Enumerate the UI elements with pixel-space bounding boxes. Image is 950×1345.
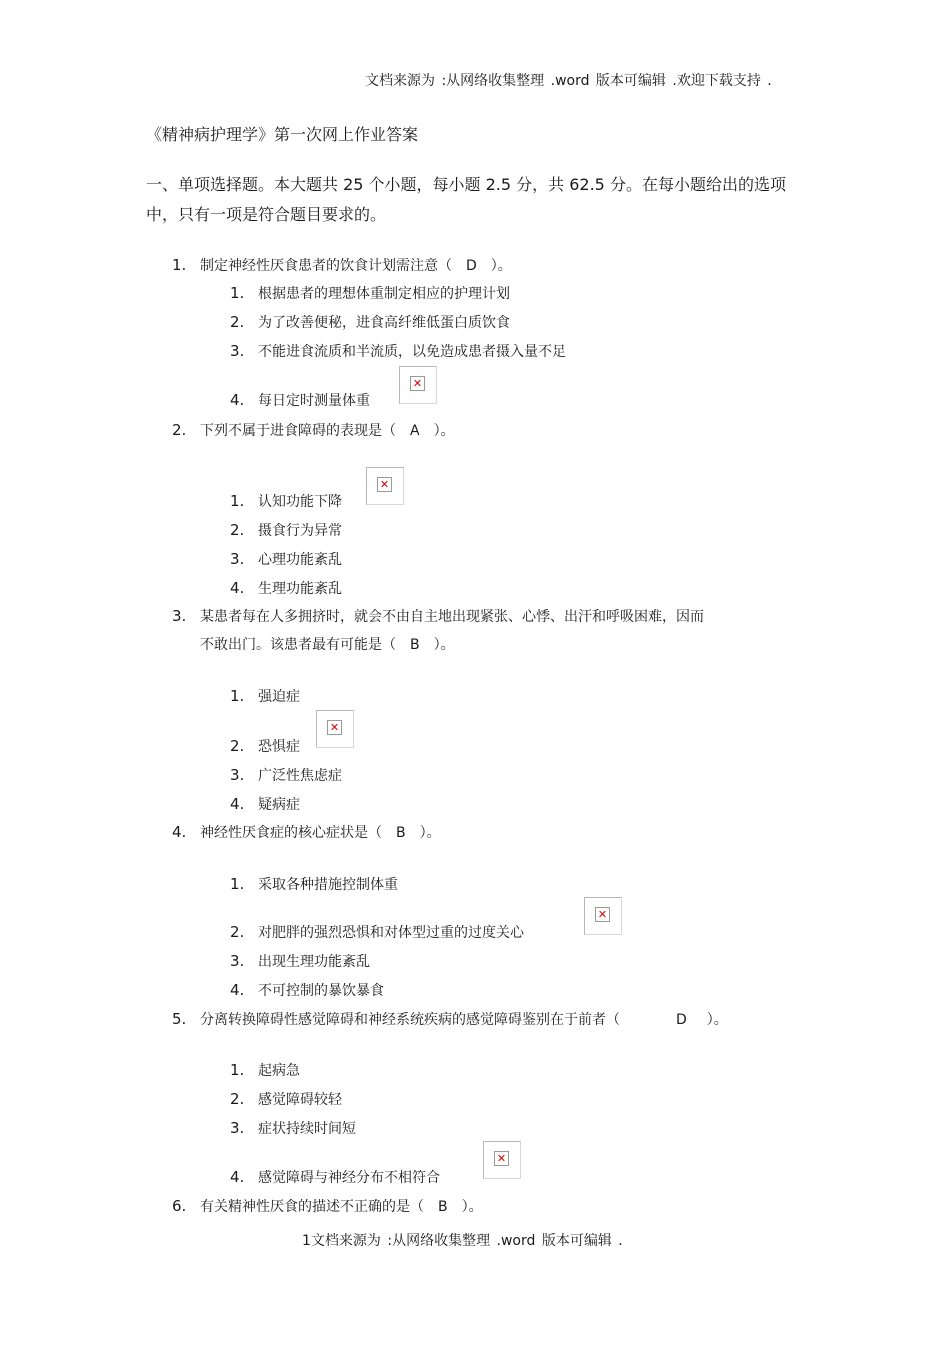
question-close: ）。: [490, 258, 512, 274]
option-number: 1.: [230, 492, 245, 510]
question-number: 1.: [172, 256, 187, 274]
answer: D: [676, 1012, 687, 1028]
option-text: 疑病症: [258, 797, 300, 813]
option-text: 症状持续时间短: [258, 1121, 356, 1137]
option-text: 不可控制的暴饮暴食: [258, 983, 384, 999]
option: [230, 686, 300, 706]
option-number: 2.: [230, 923, 245, 941]
question-close: ）。: [706, 1012, 728, 1028]
option-text: 出现生理功能紊乱: [258, 954, 370, 970]
option-text: 摄食行为异常: [258, 523, 342, 539]
option-text: 采取各种措施控制体重: [258, 877, 398, 893]
question-number: 6.: [172, 1197, 187, 1215]
option-number: 4.: [230, 795, 245, 813]
option: [230, 1060, 300, 1080]
option: [230, 794, 300, 814]
question-6: [172, 1196, 483, 1216]
option-text: 为了改善便秘，进食高纤维低蛋白质饮食: [258, 315, 510, 331]
question-text: 分离转换障碍性感觉障碍和神经系统疾病的感觉障碍鉴别在于前者（: [200, 1012, 620, 1028]
option-number: 4.: [230, 391, 245, 409]
option: [230, 491, 342, 511]
question-close: ）。: [461, 1199, 483, 1215]
option-text: 每日定时测量体重: [258, 393, 370, 409]
option-number: 3.: [230, 550, 245, 568]
question-5: [172, 1009, 728, 1029]
option: [230, 520, 342, 540]
question-text: 神经性厌食症的核心症状是（: [200, 825, 382, 841]
option-number: 2.: [230, 521, 245, 539]
page-footer: 1文档来源为 :从网络收集整理 .word 版本可编辑 .: [302, 1233, 623, 1249]
option-text: 认知功能下降: [258, 494, 342, 510]
option-text: 对肥胖的强烈恐惧和对体型过重的过度关心: [258, 925, 524, 941]
option-number: 3.: [230, 1119, 245, 1137]
answer: B: [438, 1199, 448, 1215]
option-number: 1.: [230, 875, 245, 893]
option-text: 起病急: [258, 1063, 300, 1079]
question-text: 下列不属于进食障碍的表现是（: [200, 423, 396, 439]
option-number: 4.: [230, 1168, 245, 1186]
question-number: 3.: [172, 607, 187, 625]
option-number: 2.: [230, 737, 245, 755]
option: [230, 1167, 440, 1187]
question-text: 制定神经性厌食患者的饮食计划需注意（: [200, 258, 452, 274]
option-number: 2.: [230, 1090, 245, 1108]
option: [230, 922, 524, 942]
option: [230, 736, 300, 756]
question-close: ）。: [433, 423, 455, 439]
option: [230, 549, 342, 569]
question-close: ）。: [419, 825, 441, 841]
question-text: 不敢出门。该患者最有可能是（: [200, 637, 396, 653]
question-3: [172, 606, 704, 626]
option: [230, 283, 510, 303]
option: [230, 1118, 356, 1138]
question-4: [172, 822, 441, 842]
option-number: 3.: [230, 766, 245, 784]
option-number: 4.: [230, 579, 245, 597]
option-text: 强迫症: [258, 689, 300, 705]
option-number: 1.: [230, 1061, 245, 1079]
option-text: 不能进食流质和半流质，以免造成患者摄入量不足: [258, 344, 566, 360]
option-number: 1.: [230, 687, 245, 705]
question-number: 2.: [172, 421, 187, 439]
option: [230, 578, 342, 598]
option: [230, 951, 370, 971]
option-text: 恐惧症: [258, 739, 300, 755]
broken-image-icon: ✕: [366, 467, 404, 505]
answer: B: [396, 825, 406, 841]
question-1: [172, 255, 512, 275]
option-number: 1.: [230, 284, 245, 302]
option-text: 根据患者的理想体重制定相应的护理计划: [258, 286, 510, 302]
broken-image-icon: ✕: [399, 366, 437, 404]
option: [230, 980, 384, 1000]
question-2: [172, 420, 455, 440]
answer: D: [466, 258, 477, 274]
question-number: 4.: [172, 823, 187, 841]
question-text: 某患者每在人多拥挤时，就会不由自主地出现紧张、心悸、出汗和呼吸困难，因而: [200, 609, 704, 625]
broken-image-icon: ✕: [316, 710, 354, 748]
question-3-line-2: [200, 634, 455, 654]
option: [230, 765, 342, 785]
option-number: 2.: [230, 313, 245, 331]
option-text: 感觉障碍较轻: [258, 1092, 342, 1108]
option: [230, 390, 370, 410]
answer: A: [410, 423, 420, 439]
option: [230, 341, 566, 361]
broken-image-icon: ✕: [584, 897, 622, 935]
section-heading: 一、单项选择题。本大题共 25 个小题，每小题 2.5 分，共 62.5 分。在每小题给出的选项中，只有一项是符合题目要求的。: [146, 175, 786, 224]
option: [230, 1089, 342, 1109]
question-text: 有关精神性厌食的描述不正确的是（: [200, 1199, 424, 1215]
document-title: 《精神病护理学》第一次网上作业答案: [146, 125, 419, 144]
question-number: 5.: [172, 1010, 187, 1028]
option: [230, 312, 510, 332]
question-close: ）。: [433, 637, 455, 653]
option-number: 4.: [230, 981, 245, 999]
answer: B: [410, 637, 420, 653]
option-text: 广泛性焦虑症: [258, 768, 342, 784]
option-text: 感觉障碍与神经分布不相符合: [258, 1170, 440, 1186]
page-header: 文档来源为 :从网络收集整理 .word 版本可编辑 .欢迎下载支持 .: [365, 73, 772, 89]
broken-image-icon: ✕: [483, 1141, 521, 1179]
option-number: 3.: [230, 952, 245, 970]
option: [230, 874, 398, 894]
option-number: 3.: [230, 342, 245, 360]
option-text: 生理功能紊乱: [258, 581, 342, 597]
option-text: 心理功能紊乱: [258, 552, 342, 568]
